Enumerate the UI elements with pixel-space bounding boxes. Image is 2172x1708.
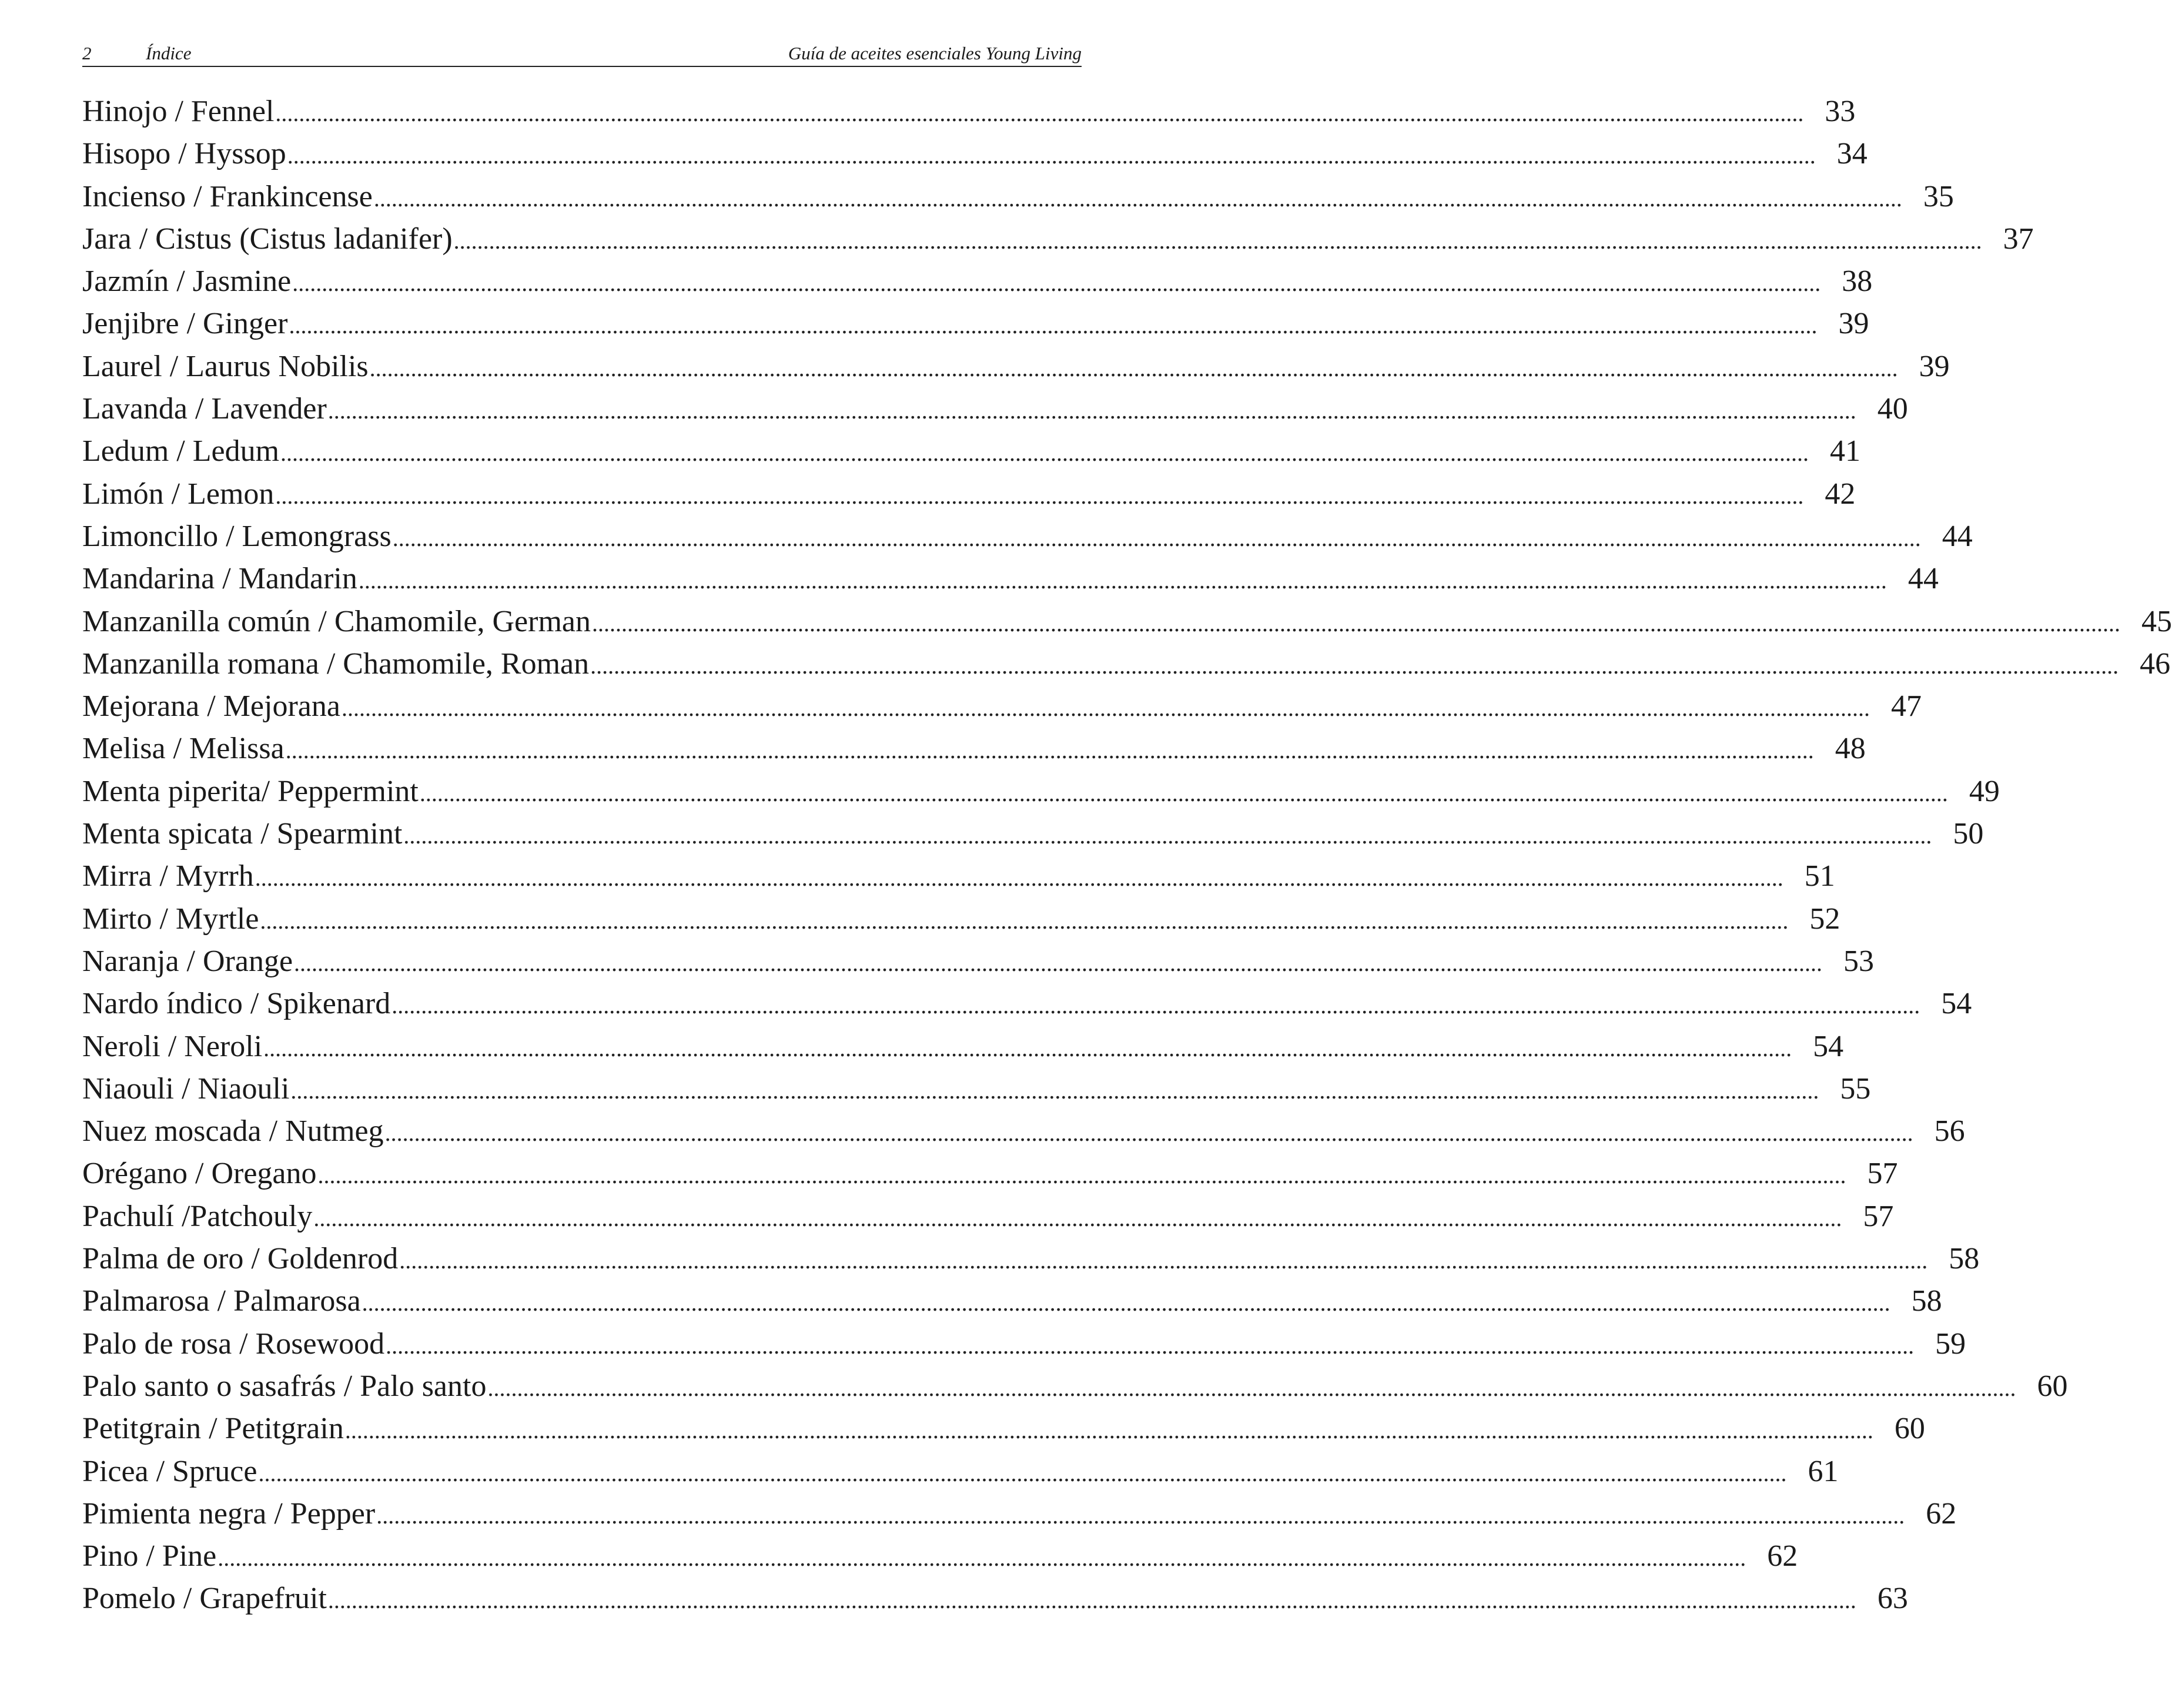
toc-entry-label: Mirra / Myrrh <box>82 859 254 893</box>
toc-entry-page: 44 <box>1942 519 1973 553</box>
toc-entry-page: 42 <box>1825 477 1856 511</box>
toc-entry-label: Jenjibre / Ginger <box>82 307 288 341</box>
toc-dot-leader: .................................................................................................................................................................................................................................................................... <box>258 1459 1787 1486</box>
toc-entry-label: Melisa / Melissa <box>82 732 285 766</box>
toc-entry-page: 57 <box>1863 1199 1894 1233</box>
toc-entry[interactable] <box>82 1578 1908 1620</box>
toc-entry-page: 62 <box>1767 1539 1798 1573</box>
toc-entry-label: Mejorana / Mejorana <box>82 689 340 724</box>
toc-entry-page: 40 <box>1877 392 1908 426</box>
toc-entry-page: 52 <box>1809 902 1840 936</box>
toc-entry[interactable] <box>82 940 1875 983</box>
toc-entry[interactable] <box>82 430 1861 473</box>
toc-entry-page: 39 <box>1919 349 1950 383</box>
toc-dot-leader: .................................................................................................................................................................................................................................................................... <box>399 1247 1928 1274</box>
toc-entry[interactable] <box>82 685 1922 728</box>
toc-entry-page: 38 <box>1842 264 1873 299</box>
toc-entry-page: 57 <box>1867 1157 1898 1191</box>
toc-entry-label: Limón / Lemon <box>82 477 275 511</box>
toc-entry-page: 54 <box>1813 1029 1844 1063</box>
toc-entry[interactable] <box>82 91 1856 133</box>
toc-dot-leader: .................................................................................................................................................................................................................................................................... <box>376 1502 1905 1529</box>
toc-dot-leader: .................................................................................................................................................................................................................................................................... <box>255 865 1783 892</box>
toc-entry[interactable] <box>82 643 2171 685</box>
toc-dot-leader: .................................................................................................................................................................................................................................................................... <box>285 737 1814 764</box>
toc-entry-label: Menta piperita/ Peppermint <box>82 774 419 808</box>
toc-entry[interactable] <box>82 1110 1965 1153</box>
toc-dot-leader: .................................................................................................................................................................................................................................................................... <box>287 142 1816 169</box>
toc-entry[interactable] <box>82 1493 1957 1535</box>
toc-entry[interactable] <box>82 218 2034 260</box>
toc-entry-label: Laurel / Laurus Nobilis <box>82 349 369 383</box>
toc-entry-page: 50 <box>1953 817 1984 851</box>
toc-dot-leader: .................................................................................................................................................................................................................................................................... <box>403 822 1932 849</box>
toc-entry[interactable] <box>82 1535 1798 1578</box>
toc-entry-label: Hinojo / Fennel <box>82 95 275 128</box>
toc-entry-label: Picea / Spruce <box>82 1454 257 1488</box>
toc-entry[interactable] <box>82 983 1972 1025</box>
toc-entry[interactable] <box>82 1068 1871 1110</box>
toc-entry[interactable] <box>82 1238 1980 1280</box>
toc-entry-label: Petitgrain / Petitgrain <box>82 1412 344 1446</box>
toc-entry-label: Limoncillo / Lemongrass <box>82 519 391 553</box>
toc-entry-page: 61 <box>1808 1454 1839 1488</box>
toc-entry-page: 45 <box>2141 604 2172 638</box>
toc-entry[interactable] <box>82 1195 1894 1238</box>
toc-entry-label: Incienso / Frankincense <box>82 179 373 213</box>
toc-entry-page: 49 <box>1969 774 2000 808</box>
toc-entry-page: 47 <box>1890 689 1922 724</box>
toc-dot-leader: .................................................................................................................................................................................................................................................................... <box>369 354 1898 381</box>
toc-dot-leader: .................................................................................................................................................................................................................................................................... <box>280 440 1809 467</box>
toc-entry[interactable] <box>82 1323 1966 1365</box>
toc-dot-leader: .................................................................................................................................................................................................................................................................... <box>362 1290 1890 1317</box>
toc-entry-label: Jazmín / Jasmine <box>82 264 292 299</box>
toc-entry-label: Orégano / Oregano <box>82 1157 317 1191</box>
toc-entry-page: 62 <box>1926 1496 1957 1530</box>
toc-entry-page: 37 <box>2003 222 2034 256</box>
toc-entry-page: 58 <box>1949 1242 1980 1276</box>
toc-entry-label: Pimienta negra / Pepper <box>82 1496 376 1530</box>
toc-entry-label: Manzanilla común / Chamomile, German <box>82 604 591 638</box>
toc-dot-leader: .................................................................................................................................................................................................................................................................... <box>263 1034 1792 1061</box>
toc-dot-leader: .................................................................................................................................................................................................................................................................... <box>453 227 1982 254</box>
toc-entry[interactable] <box>82 1026 1844 1068</box>
toc-dot-leader: .................................................................................................................................................................................................................................................................... <box>373 185 1902 212</box>
toc-entry-page: 33 <box>1825 95 1856 128</box>
toc-entry[interactable] <box>82 1408 1925 1450</box>
toc-dot-leader: .................................................................................................................................................................................................................................................................... <box>392 524 1921 551</box>
running-header <box>82 41 1082 67</box>
header-section-title: Índice <box>146 43 192 63</box>
toc-dot-leader: .................................................................................................................................................................................................................................................................... <box>289 312 1818 339</box>
toc-dot-leader: .................................................................................................................................................................................................................................................................... <box>419 779 1948 806</box>
toc-entry-label: Pino / Pine <box>82 1539 217 1573</box>
toc-dot-leader: .................................................................................................................................................................................................................................................................... <box>313 1204 1842 1231</box>
toc-entry[interactable] <box>82 1365 2068 1408</box>
toc-entry-page: 53 <box>1843 944 1875 978</box>
toc-entry-page: 60 <box>2037 1369 2068 1403</box>
toc-dot-leader: .................................................................................................................................................................................................................................................................... <box>327 1587 1856 1614</box>
toc-entry-label: Palmarosa / Palmarosa <box>82 1284 361 1318</box>
toc-dot-leader: .................................................................................................................................................................................................................................................................... <box>275 482 1804 509</box>
toc-dot-leader: .................................................................................................................................................................................................................................................................... <box>260 907 1789 934</box>
toc-entry-page: 34 <box>1836 137 1868 171</box>
toc-dot-leader: .................................................................................................................................................................................................................................................................... <box>391 992 1920 1019</box>
toc-entry-label: Menta spicata / Spearmint <box>82 817 403 851</box>
toc-entry-page: 46 <box>2140 647 2171 681</box>
toc-entry[interactable] <box>82 1153 1898 1195</box>
toc-entry[interactable] <box>82 601 2172 643</box>
toc-entry-page: 35 <box>1923 179 1954 213</box>
toc-entry[interactable] <box>82 1280 1942 1322</box>
toc-entry-page: 56 <box>1934 1114 1965 1148</box>
toc-entry-label: Mandarina / Mandarin <box>82 562 357 596</box>
toc-entry[interactable] <box>82 1451 1839 1493</box>
header-page-number: 2 <box>82 43 92 63</box>
toc-entry[interactable] <box>82 473 1856 515</box>
toc-entry[interactable] <box>82 388 1908 430</box>
toc-entry[interactable] <box>82 303 1869 345</box>
toc-dot-leader: .................................................................................................................................................................................................................................................................... <box>217 1545 1746 1572</box>
toc-entry-label: Jara / Cistus (Cistus ladanifer) <box>82 222 453 256</box>
toc-entry-label: Pachulí /Patchouly <box>82 1199 313 1233</box>
toc-entry-page: 55 <box>1840 1071 1871 1106</box>
toc-entry[interactable] <box>82 855 1835 897</box>
toc-dot-leader: .................................................................................................................................................................................................................................................................... <box>487 1374 2016 1401</box>
toc-dot-leader: .................................................................................................................................................................................................................................................................... <box>294 949 1823 976</box>
toc-dot-leader: .................................................................................................................................................................................................................................................................... <box>344 1417 1873 1444</box>
toc-entry[interactable] <box>82 728 1866 770</box>
toc-entry-page: 54 <box>1941 987 1972 1021</box>
toc-entry-label: Pomelo / Grapefruit <box>82 1582 327 1616</box>
toc-dot-leader: .................................................................................................................................................................................................................................................................... <box>591 609 2120 637</box>
toc-entry[interactable] <box>82 260 1873 303</box>
toc-entry[interactable] <box>82 558 1939 600</box>
toc-entry[interactable] <box>82 898 1840 940</box>
toc-dot-leader: .................................................................................................................................................................................................................................................................... <box>290 1077 1819 1104</box>
toc-entry-label: Niaouli / Niaouli <box>82 1071 290 1106</box>
toc-entry-label: Nuez moscada / Nutmeg <box>82 1114 384 1148</box>
toc-entry-label: Ledum / Ledum <box>82 434 280 468</box>
toc-entry-page: 48 <box>1835 732 1866 766</box>
toc-entry-page: 39 <box>1838 307 1869 341</box>
header-book-title: Guía de aceites esenciales Young Living <box>788 43 1082 63</box>
toc-dot-leader: .................................................................................................................................................................................................................................................................... <box>275 100 1804 126</box>
toc-entry-page: 44 <box>1907 562 1939 596</box>
toc-dot-leader: .................................................................................................................................................................................................................................................................... <box>292 270 1821 297</box>
toc-dot-leader: .................................................................................................................................................................................................................................................................... <box>341 695 1870 722</box>
toc-entry-label: Palo de rosa / Rosewood <box>82 1327 385 1361</box>
toc-entry[interactable] <box>82 515 1973 558</box>
toc-entry-label: Neroli / Neroli <box>82 1029 263 1063</box>
toc-entry-label: Naranja / Orange <box>82 944 293 978</box>
toc-entry-label: Mirto / Myrtle <box>82 902 259 936</box>
toc-entry-label: Palma de oro / Goldenrod <box>82 1242 399 1276</box>
toc-entry[interactable] <box>82 133 1868 175</box>
toc-dot-leader: .................................................................................................................................................................................................................................................................... <box>384 1120 1913 1147</box>
toc-entry-label: Lavanda / Lavender <box>82 392 327 426</box>
toc-entry-page: 58 <box>1911 1284 1942 1318</box>
toc-entry-page: 41 <box>1830 434 1861 468</box>
toc-entry-page: 60 <box>1894 1412 1925 1446</box>
toc-dot-leader: .................................................................................................................................................................................................................................................................... <box>317 1162 1846 1189</box>
toc-dot-leader: .................................................................................................................................................................................................................................................................... <box>327 397 1856 424</box>
toc-dot-leader: .................................................................................................................................................................................................................................................................... <box>590 652 2119 679</box>
toc-entry-page: 59 <box>1935 1327 1966 1361</box>
toc-entry-label: Palo santo o sasafrás / Palo santo <box>82 1369 487 1403</box>
toc-entry[interactable] <box>82 813 1984 855</box>
toc-entry-label: Manzanilla romana / Chamomile, Roman <box>82 647 590 681</box>
toc-entry-label: Nardo índico / Spikenard <box>82 987 391 1021</box>
toc-entry[interactable] <box>82 176 1954 218</box>
toc-dot-leader: .................................................................................................................................................................................................................................................................... <box>358 567 1887 594</box>
toc-dot-leader: .................................................................................................................................................................................................................................................................... <box>386 1332 1915 1359</box>
table-of-contents <box>82 91 2172 1620</box>
toc-entry[interactable] <box>82 346 1950 388</box>
toc-entry-label: Hisopo / Hyssop <box>82 137 286 171</box>
toc-entry-page: 51 <box>1804 859 1835 893</box>
toc-entry[interactable] <box>82 771 2000 813</box>
toc-entry-page: 63 <box>1877 1582 1908 1616</box>
